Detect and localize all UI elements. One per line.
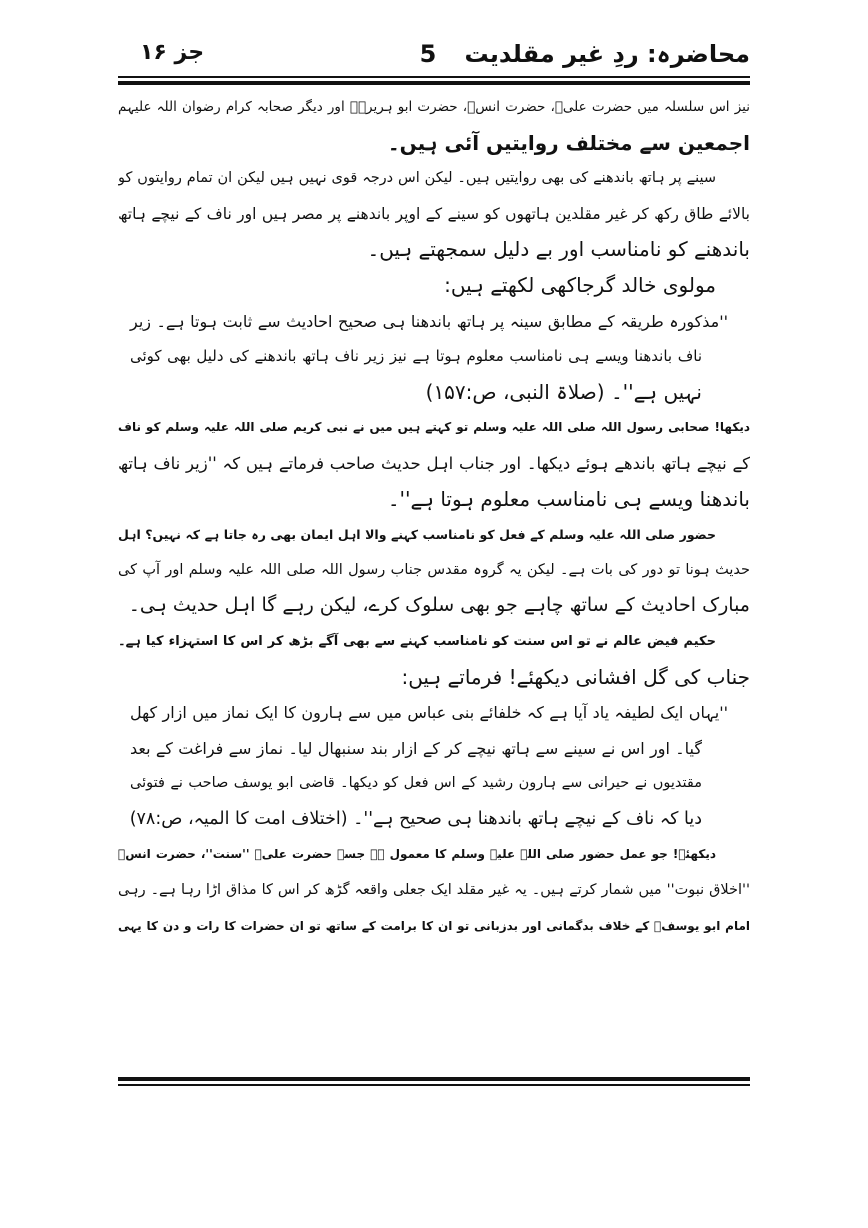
text-line: باندھنے کو نامناسب اور بے دلیل سمجھتے ہیں۔ [367,237,750,262]
text-line: اجمعین سے مختلف روایتیں آئی ہیں۔ [387,130,750,155]
text-line: دیکھئے! جو عمل حضور صلی اللہ علیہ وسلم کا معمول ہے جسے حضرت علیؓ ''سنت''، حضرت انسؓ [118,847,716,862]
quote-line: ناف باندھنا ویسے ہی نامناسب معلوم ہوتا ہے نیز زیر ناف ہاتھ باندھنے کی دلیل بھی کوئی [130,347,702,366]
header-rule-thick [118,81,750,85]
text-line: نیز اس سلسلہ میں حضرت علیؓ، حضرت انسؓ، حضرت ابو ہریرہؓ اور دیگر صحابہ کرام رضوان اللہ علیہم [118,99,750,115]
text-line: حدیث ہونا تو دور کی بات ہے۔ لیکن یہ گروہ مقدس جناب رسول اللہ صلی اللہ علیہ وسلم اور آپ کی [118,561,750,578]
body-text [118,90,750,944]
text-line: کے نیچے ہاتھ باندھے ہوئے دیکھا۔ اور جناب اہل حدیث صاحب فرماتے ہیں کہ ''زیر ناف ہاتھ [118,453,750,473]
text-line: بالائے طاق رکھ کر غیر مقلدین ہاتھوں کو سینے کے اوپر باندھنے پر مصر ہیں اور ناف کے نیچے ہاتھ [118,204,750,223]
text-line: باندھنا ویسے ہی نامناسب معلوم ہوتا ہے''۔ [387,486,750,511]
page-number: 5 [419,40,437,68]
text-line: مبارک احادیث کے ساتھ چاہے جو بھی سلوک کرے، لیکن رہے گا اہل حدیث ہی۔ [128,594,750,617]
text-line: مولوی خالد گرجاکھی لکھتے ہیں: [444,272,716,297]
text-line: جناب کی گل افشانی دیکھئے! فرماتے ہیں: [401,664,750,689]
quote-line: نہیں ہے''۔ (صلاۃ النبی، ص:۱۵۷) [425,379,702,404]
footer-rule-thick [118,1077,750,1081]
footer-rule-thin [118,1084,750,1086]
header-rule-thin [118,76,750,78]
text-line: امام ابو یوسفؒ کے خلاف بدگمانی اور بدزبانی تو ان کا برامت کے ساتھ تو ان حضرات کا رات و دن کا یہی [118,918,750,933]
quote-line: ''مذکورہ طریقہ کے مطابق سینہ پر ہاتھ باندھنا ہی صحیح احادیث سے ثابت ہوتا ہے۔ زیر [130,311,728,331]
quote-line: دیا کہ ناف کے نیچے ہاتھ باندھنا ہی صحیح ہے''۔ (اختلاف امت کا المیہ، ص:۷۸) [129,808,702,829]
quote-line: گیا۔ اور اس نے سینے سے ہاتھ نیچے کر کے ازار بند سنبھال لیا۔ نماز سے فراغت کے بعد [130,738,702,758]
text-line: سینے پر ہاتھ باندھنے کی بھی روایتیں ہیں۔ لیکن اس درجہ قوی نہیں ہیں لیکن ان تمام روایتوں کو [118,170,716,187]
text-line: حکیم فیض عالم نے تو اس سنت کو نامناسب کہنے سے بھی آگے بڑھ کر اس کا استہزاء کیا ہے۔ [118,633,716,649]
running-title: محاضرہ: ردِ غیر مقلدیت [464,40,750,68]
page-header [118,34,750,74]
text-line: دیکھا! صحابی رسول اللہ صلی اللہ علیہ وسلم تو کہتے ہیں میں نے نبی کریم صلی اللہ علیہ وسلم کو ناف [118,420,750,435]
text-line: حضور صلی اللہ علیہ وسلم کے فعل کو نامناسب کہنے والا اہل ایمان بھی رہ جاتا ہے کہ نہیں؟ اہل [118,527,716,543]
quote-line: ''یہاں ایک لطیفہ یاد آیا ہے کہ خلفائے بنی عباس میں سے ہارون کا ایک نماز میں ازار کھل [130,703,728,723]
quote-line: مقتدیوں نے حیرانی سے ہارون رشید کے اس فعل کو دیکھا۔ قاضی ابو یوسف صاحب نے فتوئی [130,775,702,792]
text-line: ''اخلاق نبوت'' میں شمار کرتے ہیں۔ یہ غیر مقلد ایک جعلی واقعہ گڑھ کر اس کا مذاق اڑا رہا ہے۔ رہی [118,882,750,899]
part-label: جز ۱۶ [140,40,205,65]
